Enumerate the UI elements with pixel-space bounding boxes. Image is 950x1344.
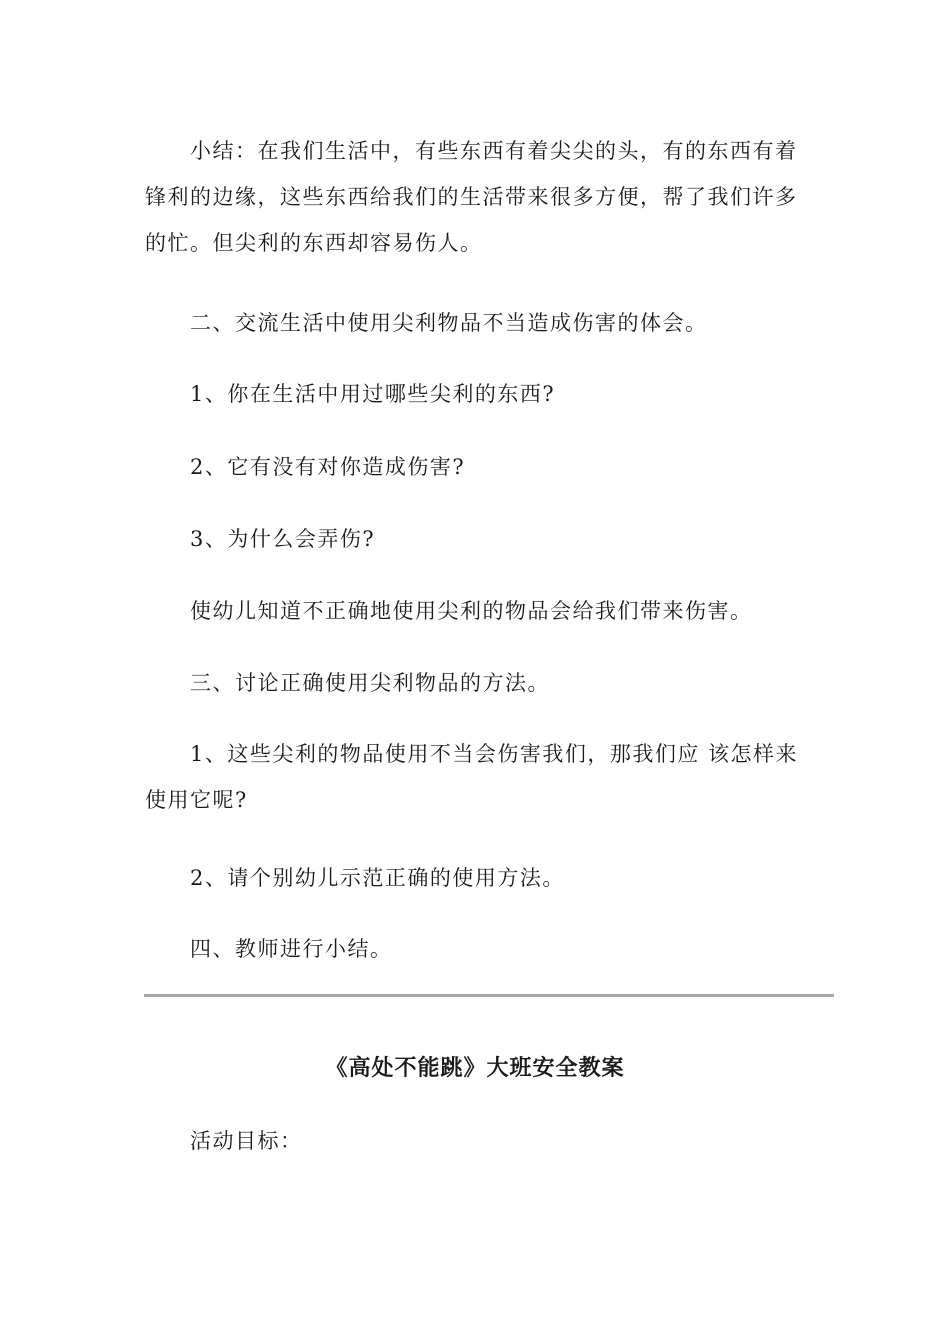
question-three: 3、为什么会弄伤? <box>190 527 376 551</box>
activity-goals-label: 活动目标： <box>190 1129 303 1153</box>
summary-paragraph <box>145 128 805 266</box>
heading-two: 二、交流生活中使用尖利物品不当造成伤害的体会。 <box>190 311 708 335</box>
discussion-one-line-1: 1、这些尖利的物品使用不当会伤害我们，那我们应 该怎样来 <box>190 742 799 766</box>
heading-four: 四、教师进行小结。 <box>190 937 393 961</box>
document-title: 《高处不能跳》大班安全教案 <box>325 1055 625 1081</box>
discussion-two: 2、请个别幼儿示范正确的使用方法。 <box>190 866 565 890</box>
summary-line-2: 锋利的边缘，这些东西给我们的生活带来很多方便，帮了我们许多 <box>145 185 798 209</box>
discussion-one <box>145 731 805 823</box>
section-divider <box>144 994 834 997</box>
conclusion-paragraph: 使幼儿知道不正确地使用尖利的物品会给我们带来伤害。 <box>190 599 753 623</box>
question-one: 1、你在生活中用过哪些尖利的东西? <box>190 382 556 406</box>
summary-line-3: 的忙。但尖利的东西却容易伤人。 <box>145 231 483 255</box>
heading-three: 三、讨论正确使用尖利物品的方法。 <box>190 671 550 695</box>
question-two: 2、它有没有对你造成伤害? <box>190 455 466 479</box>
summary-line-1: 小结：在我们生活中，有些东西有着尖尖的头，有的东西有着 <box>190 139 798 163</box>
discussion-one-line-2: 使用它呢? <box>145 788 248 812</box>
